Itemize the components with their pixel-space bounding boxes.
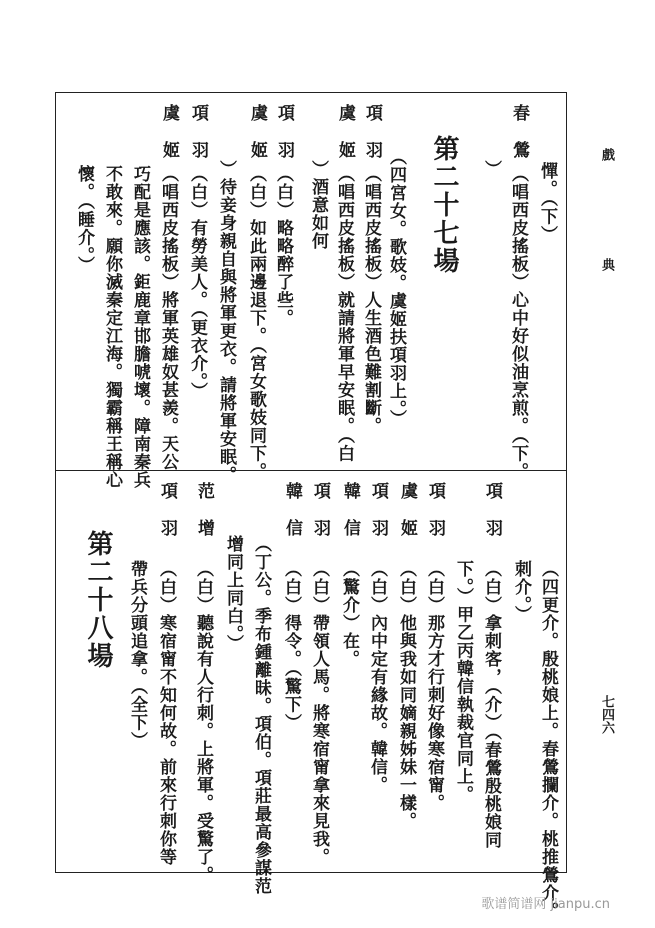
line-text: （白）內中定有緣故。韓信。 xyxy=(367,560,387,794)
scene-title-27: 第二十七場 xyxy=(429,135,459,275)
speaker-xiangyu: 項羽 xyxy=(274,104,294,178)
line-text: （唱西皮搖板）心中好似油烹煎。（下。 xyxy=(508,165,528,481)
page-number: 七四六 xyxy=(599,695,614,734)
speaker-xiangyu: 項羽 xyxy=(362,104,382,178)
speaker-hanxin: 韓信 xyxy=(340,482,360,556)
line-text: （唱西皮搖板）人生酒色難割斷。 xyxy=(361,165,381,435)
line-text: （白）那方才行刺好像寒宿甯。 xyxy=(424,560,444,812)
line-text: （白）如此兩邊退下。（宮女歌妓同下。 xyxy=(246,165,266,481)
speaker-yuji: 虞姬 xyxy=(159,104,179,178)
speaker-xiangyu: 項羽 xyxy=(157,482,177,556)
line-text: 不敢來。願你滅秦定江海。獨霸稱王稱心 xyxy=(102,165,122,489)
line-text: （唱西皮搖板）就請將軍早安眠。（白 xyxy=(334,165,354,463)
line-text: （白）有勞美人。（更衣介。） xyxy=(187,165,207,400)
speaker-yuji: 虞姬 xyxy=(397,482,417,556)
book-title-char-2: 典 xyxy=(599,258,614,271)
stage-direction: （丁公。季布鍾離昧。項伯。項莊最高參謀范 xyxy=(251,535,271,895)
line-text: （唱西皮搖板）將軍英雄奴甚羨。天公 xyxy=(158,165,178,471)
stage-direction: （四更介。殷桃娘上。春鶯攔介。桃推鶯介。 xyxy=(538,560,558,920)
scene-title-28: 第二十八場 xyxy=(83,530,113,670)
line-text: 下。）甲乙丙韓信執裁官同上。 xyxy=(453,560,473,804)
speaker-fanzeng: 范增 xyxy=(194,482,214,556)
speaker-xiangyu: 項羽 xyxy=(425,482,445,556)
line-text: 刺介。） xyxy=(511,560,531,624)
stage-direction: （四宮女。歌妓。虞姬扶項羽上。） xyxy=(386,148,406,428)
book-title-char-1: 戲 xyxy=(599,148,614,161)
speaker-yuji: 虞姬 xyxy=(335,104,355,178)
line-text: 帶兵分頭追拿。（全下） xyxy=(127,560,147,750)
line-text: （驚介）在。 xyxy=(339,560,359,668)
line-text: 增同上同白。） xyxy=(223,535,243,653)
speaker-xiangyu: 項羽 xyxy=(310,482,330,556)
line-text: （白）拿刺客，（介）（春鶯殷桃娘同 xyxy=(481,560,501,849)
line-text: （白）略略醉了些。 xyxy=(273,165,293,327)
speaker-xiangyu: 項羽 xyxy=(188,104,208,178)
speaker-yuji: 虞姬 xyxy=(247,104,267,178)
line-text: 巧配是應該。鉅鹿章邯膽唬壞。障南秦兵 xyxy=(130,165,150,489)
line-text: ）待妾身親自與將軍更衣。請將軍安眠。 xyxy=(216,160,236,484)
watermark: 歌谱简谱网 jianpu.cn xyxy=(481,897,610,912)
line-text: ）酒意如何 xyxy=(308,160,328,250)
line-text: 懷。（睡介。） xyxy=(74,165,94,274)
line-text: （白）帶領人馬。將寒宿甯拿來見我。 xyxy=(309,560,329,866)
speaker-hanxin: 韓信 xyxy=(282,482,302,556)
speaker-xiangyu: 項羽 xyxy=(368,482,388,556)
speaker-chunying: 春鶯 xyxy=(509,104,529,178)
line-text: （白）他與我如同嫡親姊妹一樣。 xyxy=(396,560,416,830)
line-text: 憚。（下） xyxy=(537,162,557,244)
line-text: （白）寒宿甯不知何故。前來行刺你等 xyxy=(156,560,176,866)
speaker-xiangyu: 項羽 xyxy=(482,482,502,556)
line-text: （白）聽說有人行刺。上將軍。受驚了。 xyxy=(193,560,213,884)
line-text: （白）得令。（驚下） xyxy=(281,560,301,732)
line-text: ） xyxy=(481,160,501,178)
